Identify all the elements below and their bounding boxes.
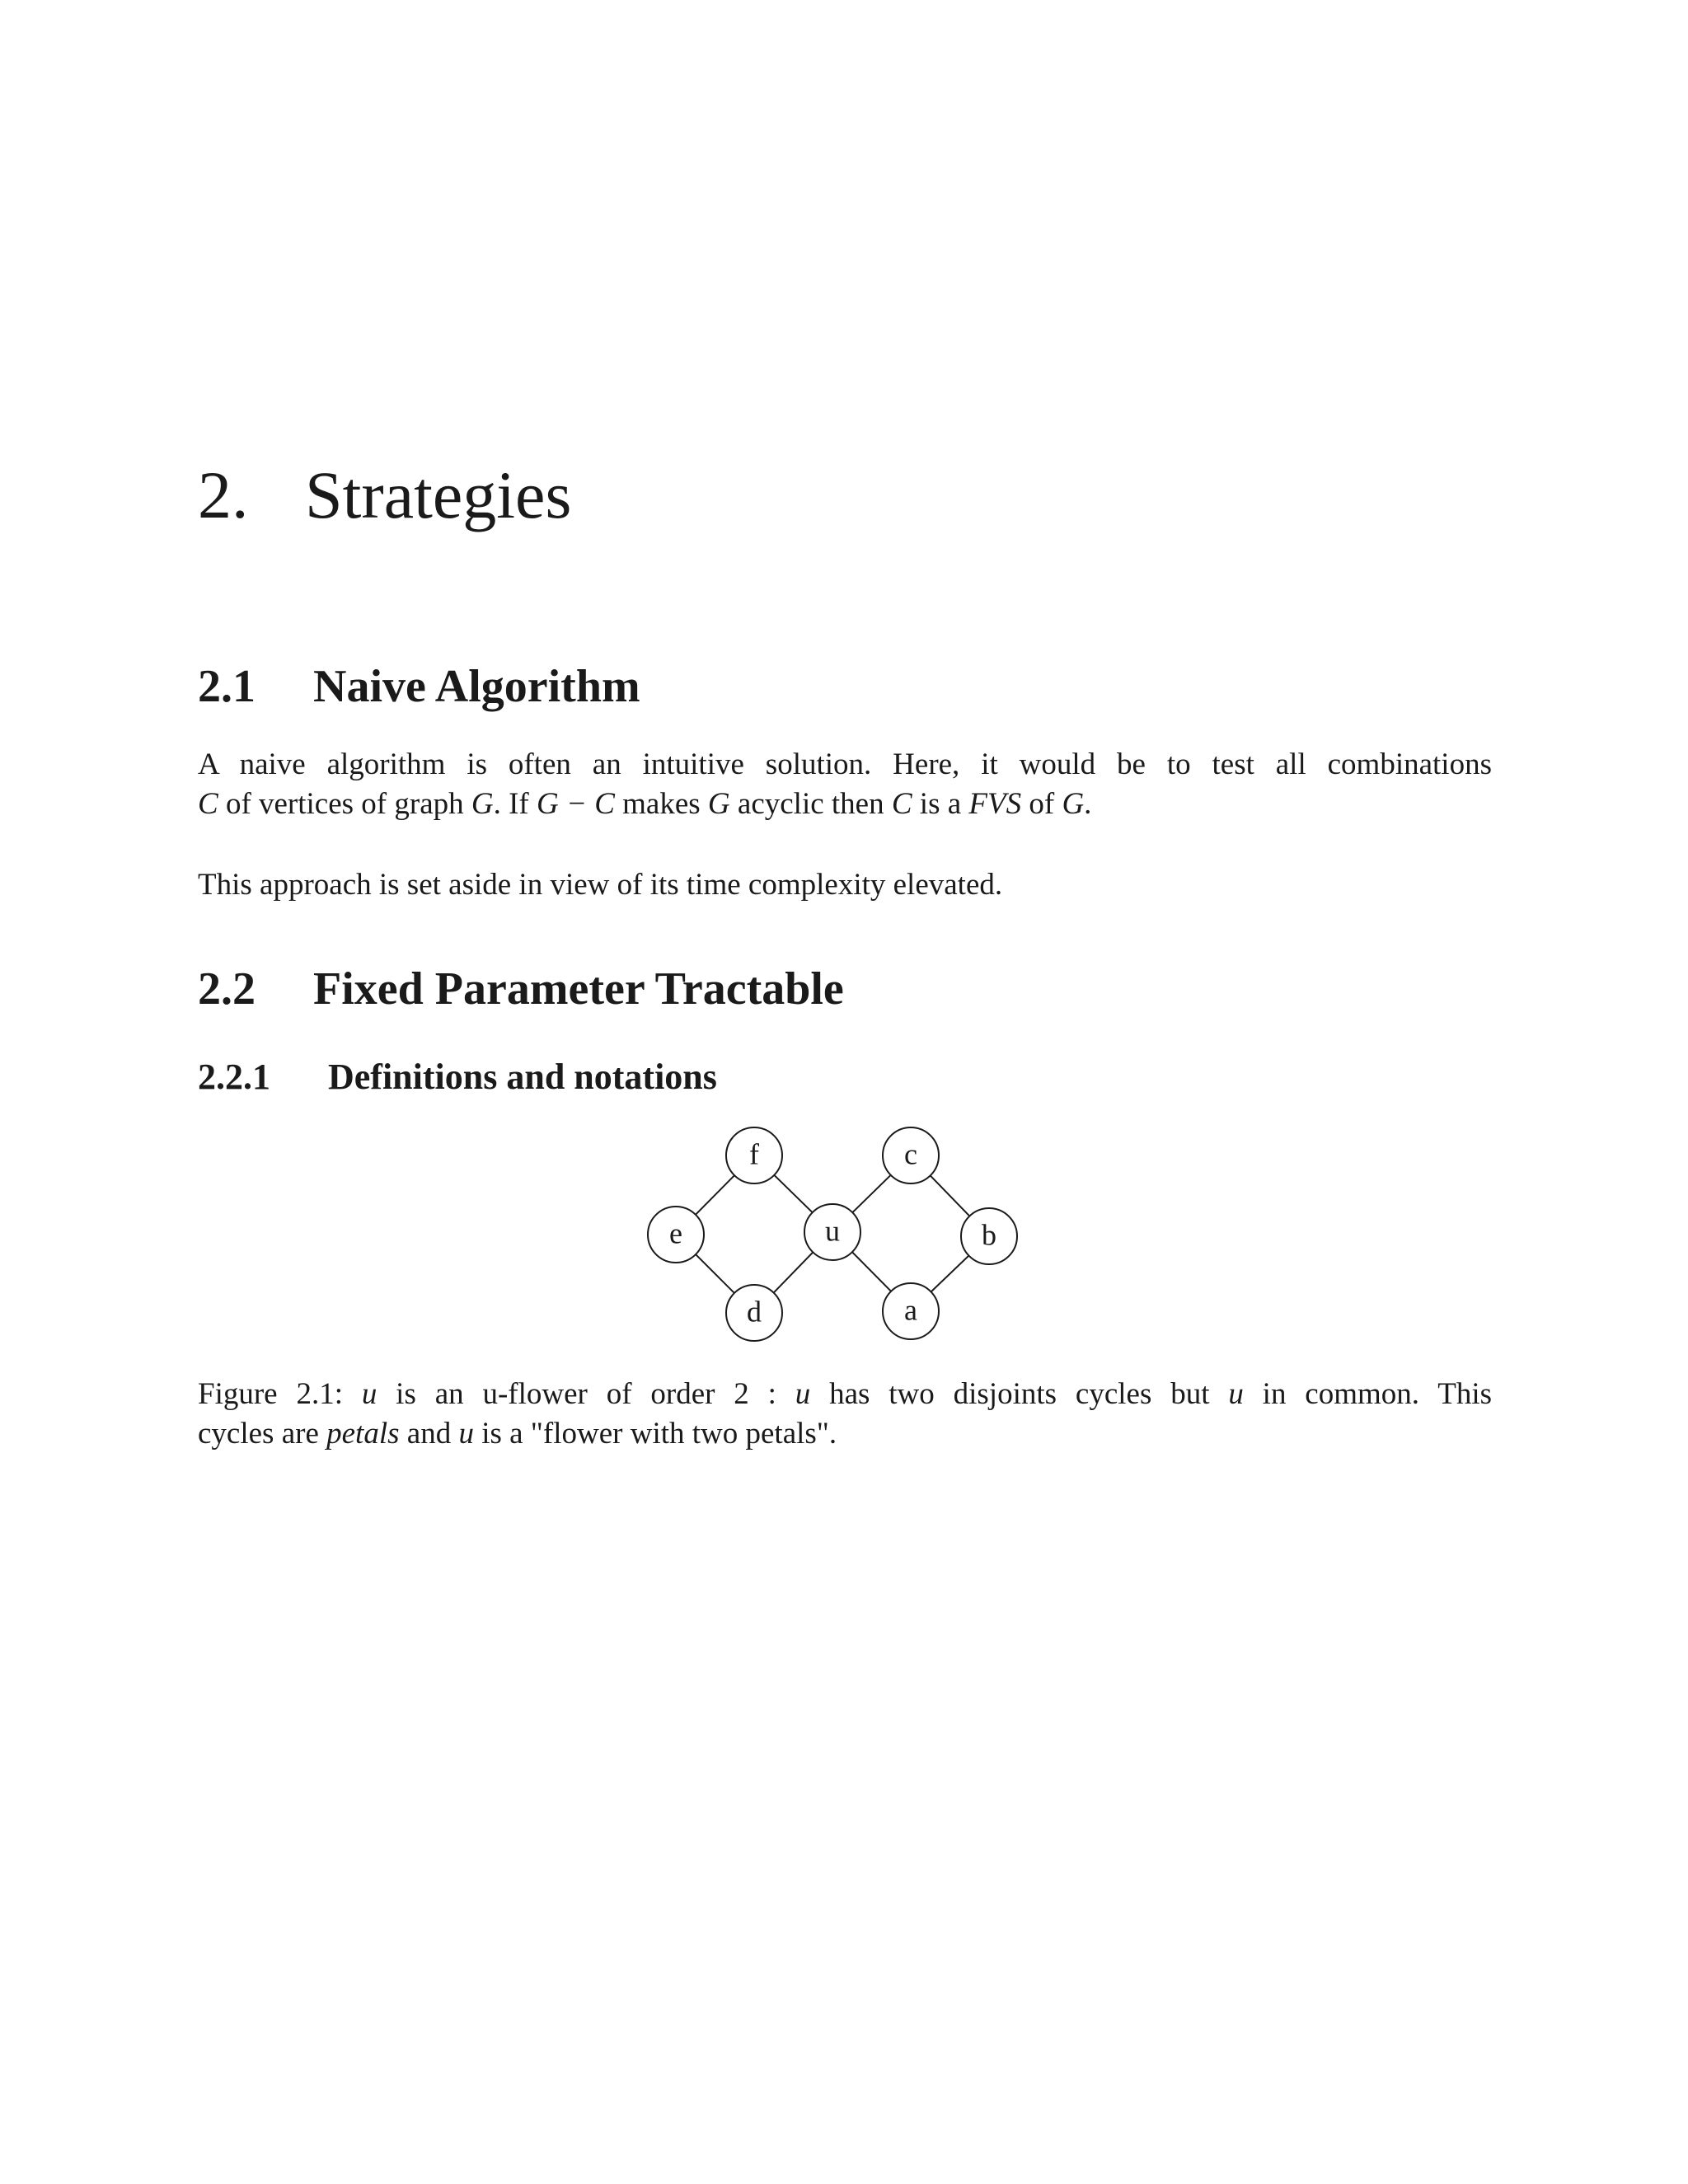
math-var: G (471, 787, 494, 821)
edge-f-u (774, 1175, 812, 1212)
node-label: a (904, 1293, 917, 1327)
text-run: is an u-flower of order 2 : (377, 1377, 795, 1411)
u-flower-graph (643, 1125, 1039, 1339)
edge-a-b (931, 1256, 969, 1292)
text-run: of vertices of graph (218, 787, 471, 821)
section-number: 2.1 (198, 661, 256, 712)
node-label: d (747, 1295, 762, 1329)
figure-caption (198, 1375, 1492, 1454)
node-b (961, 1208, 1017, 1264)
text-run: makes (614, 787, 708, 821)
math-var: u (795, 1377, 811, 1411)
node-u (804, 1204, 860, 1260)
math-var: u (1228, 1377, 1244, 1411)
subsection-title: Definitions and notations (328, 1057, 717, 1097)
text-run: cycles are (198, 1417, 327, 1451)
node-label: b (982, 1218, 996, 1252)
node-f (726, 1127, 782, 1183)
text-run: . If (493, 787, 537, 821)
caption-line (198, 1414, 1492, 1454)
section-title: Fixed Parameter Tractable (313, 963, 844, 1015)
math-var: C (198, 787, 218, 821)
math-var: FVS (968, 787, 1022, 821)
subsection-heading-definitions (198, 1059, 717, 1095)
section-heading-fpt (198, 963, 844, 1015)
caption-label: Figure 2.1: (198, 1377, 362, 1411)
node-label: u (825, 1214, 840, 1248)
node-label: f (749, 1137, 759, 1171)
math-expression: G − C (537, 787, 615, 821)
section-title: Naive Algorithm (313, 661, 640, 712)
text-run: is a (912, 787, 969, 821)
node-c (883, 1127, 939, 1183)
chapter-heading (198, 457, 572, 532)
math-var: u (458, 1417, 474, 1451)
text-run: in common. This (1243, 1377, 1492, 1411)
section-heading-naive-algorithm (198, 663, 640, 710)
text-run: is a "flower with two petals". (473, 1417, 837, 1451)
text-run: of (1021, 787, 1062, 821)
node-label: e (669, 1216, 682, 1250)
text-run: and (399, 1417, 459, 1451)
petals-term: petals (326, 1417, 400, 1451)
text-run: has two disjoints cycles but (810, 1377, 1229, 1411)
chapter-number: 2. (198, 457, 249, 532)
text-run: . (1084, 787, 1092, 821)
edge-u-a (852, 1252, 891, 1291)
section-number: 2.2 (198, 963, 256, 1015)
node-a (883, 1283, 939, 1339)
text-run: acyclic then (729, 787, 892, 821)
math-var: u (361, 1377, 377, 1411)
paragraph-line (198, 785, 1492, 824)
complexity-paragraph (198, 865, 1492, 905)
node-d (726, 1285, 782, 1341)
math-var: G (707, 787, 730, 821)
naive-algorithm-paragraph (198, 745, 1492, 824)
edge-e-d (696, 1254, 734, 1293)
edge-c-b (931, 1175, 970, 1216)
edge-e-f (696, 1175, 734, 1215)
chapter-title: Strategies (305, 457, 572, 532)
math-var: C (891, 787, 912, 821)
caption-line (198, 1375, 1492, 1414)
subsection-number: 2.2.1 (198, 1057, 270, 1097)
edge-d-u (774, 1252, 814, 1292)
edge-u-c (852, 1175, 890, 1212)
paragraph-line: This approach is set aside in view of its time complexity elevated. (198, 868, 1003, 902)
math-var: G (1062, 787, 1085, 821)
node-e (648, 1207, 704, 1263)
u-flower-figure (643, 1125, 1039, 1339)
paragraph-line: A naive algorithm is often an intuitive solution. Here, it would be to test all combinations (198, 748, 1492, 781)
node-label: c (904, 1137, 917, 1171)
